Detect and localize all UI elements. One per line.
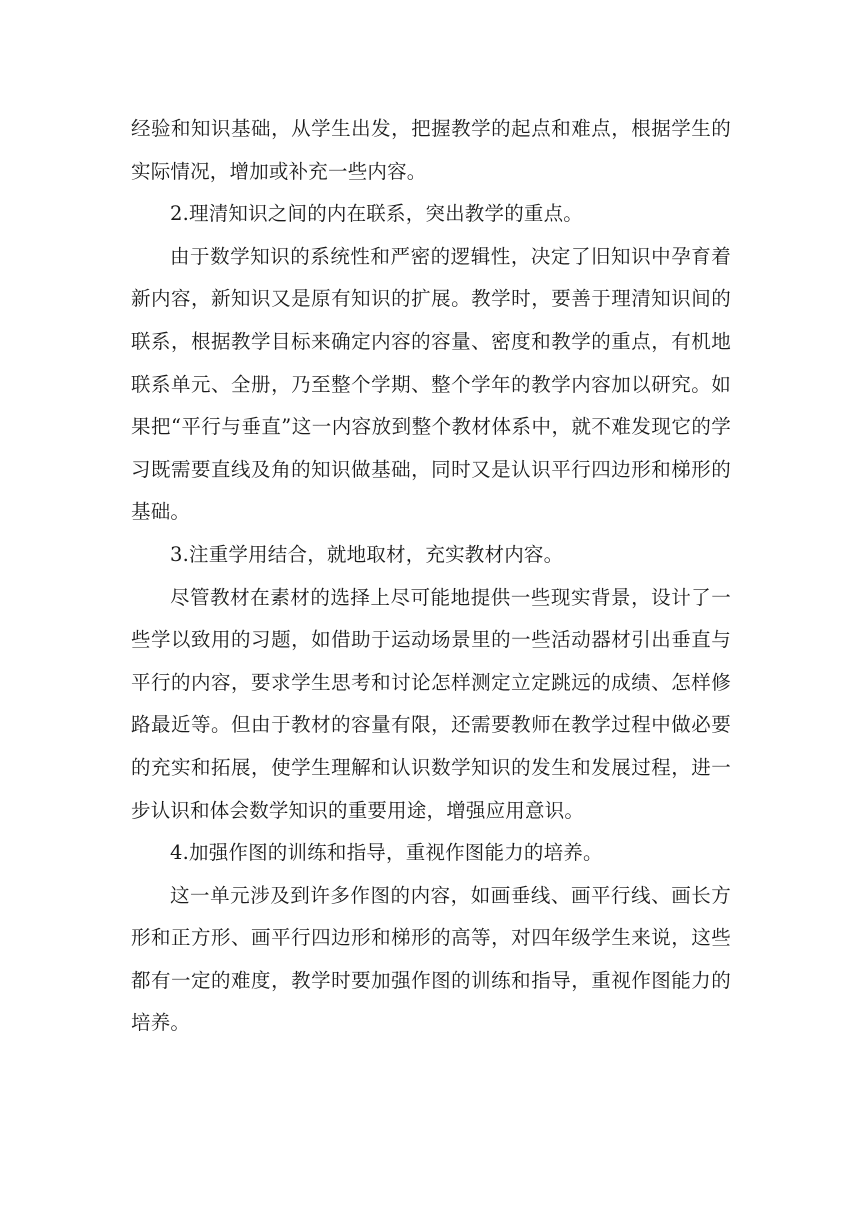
section-heading-2: 2.理清知识之间的内在联系，突出教学的重点。 bbox=[170, 202, 584, 226]
paragraph-knowledge-connection: 由于数学知识的系统性和严密的逻辑性，决定了旧知识中孕育着新内容，新知识又是原有知识的扩展。教学时，要善于理清知识间的联系，根据教学目标来确定内容的容量、密度和教学的重点，有机地联系单元、全册，乃至整个学期、整个学年的教学内容加以研究。如果把“平行与垂直”这一内容放到整个教材体系中，就不难发现它的学习既需要直线及角的知识做基础，同时又是认识平行四边形和梯形的基础。 bbox=[131, 244, 731, 524]
paragraph-continuation: 经验和知识基础，从学生出发，把握教学的起点和难点，根据学生的实际情况，增加或补充一些内容。 bbox=[131, 117, 731, 183]
paragraph-drawing-training: 这一单元涉及到许多作图的内容，如画垂线、画平行线、画长方形和正方形、画平行四边形和梯形的高等，对四年级学生来说，这些都有一定的难度，教学时要加强作图的训练和指导，重视作图能力的培养。 bbox=[131, 883, 731, 1035]
document-body bbox=[131, 108, 731, 1045]
section-heading-4: 4.加强作图的训练和指导，重视作图能力的培养。 bbox=[170, 841, 603, 865]
section-heading-3: 3.注重学用结合，就地取材，充实教材内容。 bbox=[170, 542, 564, 566]
paragraph-learning-application: 尽管教材在素材的选择上尽可能地提供一些现实背景，设计了一些学以致用的习题，如借助于运动场景里的一些活动器材引出垂直与平行的内容，要求学生思考和讨论怎样测定立定跳远的成绩、怎样修路最近等。但由于教材的容量有限，还需要教师在教学过程中做必要的充实和拓展，使学生理解和认识数学知识的发生和发展过程，进一步认识和体会数学知识的重要用途，增强应用意识。 bbox=[131, 585, 731, 822]
